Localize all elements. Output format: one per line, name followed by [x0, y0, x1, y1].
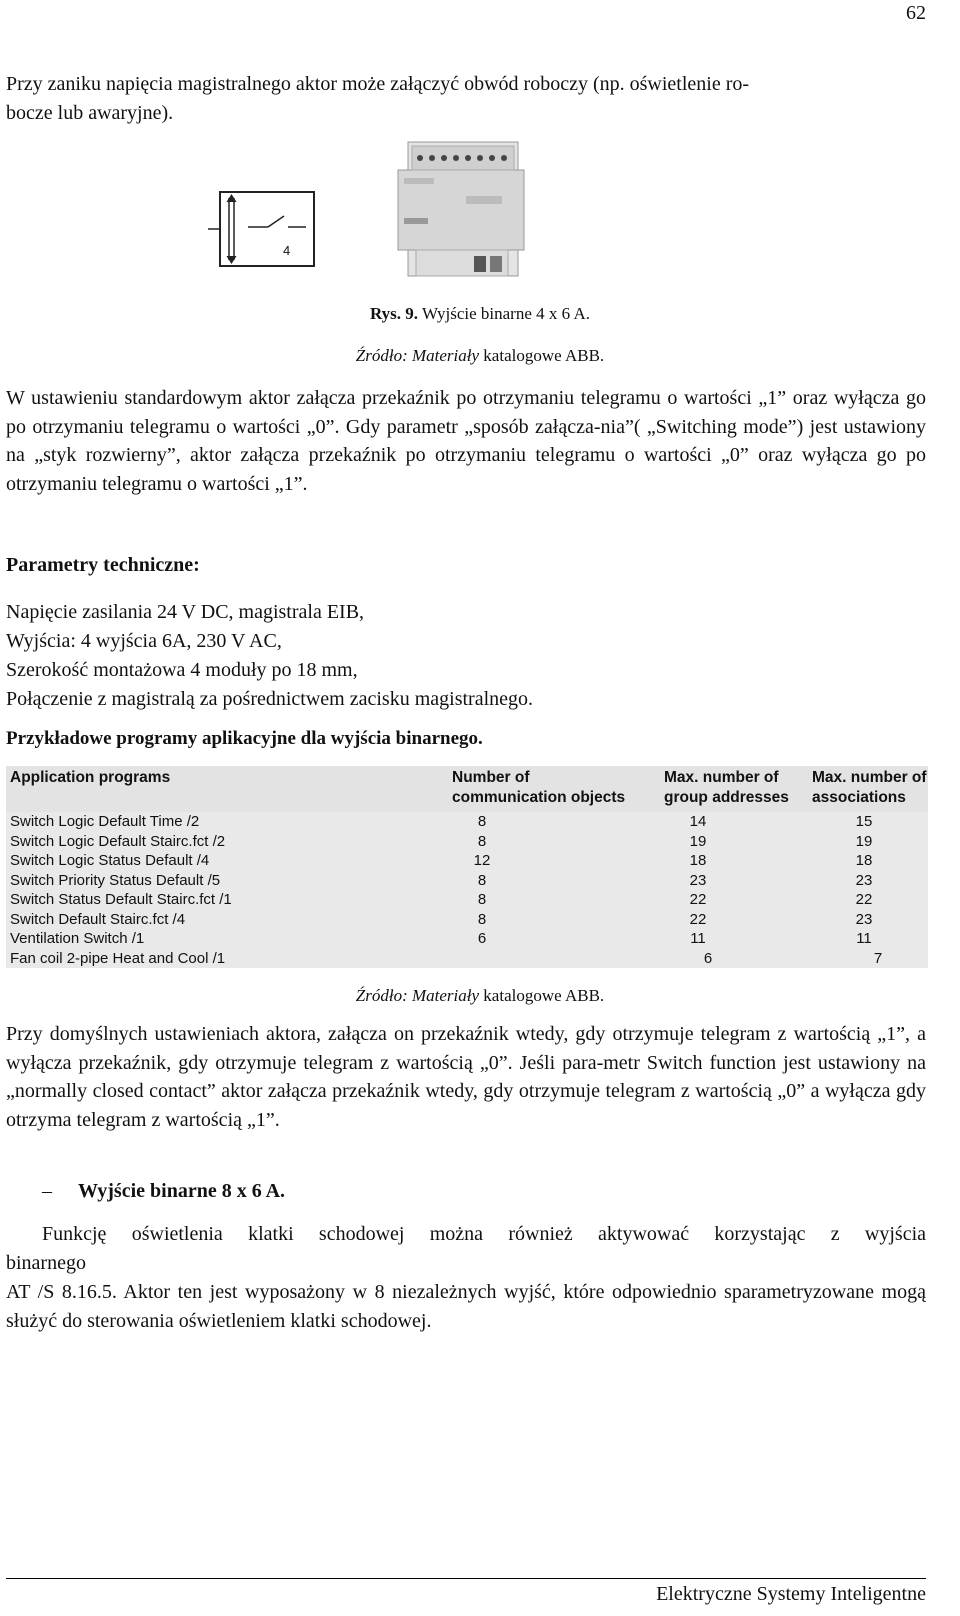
page-number: 62 — [906, 2, 926, 24]
footer-title: Elektryczne Systemy Inteligentne — [656, 1583, 926, 1605]
table-cell-name: Switch Priority Status Default /5 — [10, 871, 221, 889]
table-cell-groups: 18 — [689, 852, 707, 869]
table-row — [6, 929, 928, 949]
table-cell-objects: 6 — [477, 930, 487, 947]
switch-symbol-diagram — [208, 190, 318, 272]
figure-caption-text: Wyjście binarne 4 x 6 A. — [418, 304, 590, 323]
paragraph-stair-lighting-line1: Funkcję oświetlenia klatki schodowej można również aktywować korzystając z wyjścia — [42, 1223, 926, 1245]
table-row — [6, 812, 928, 832]
table-cell-groups: 14 — [689, 813, 707, 830]
spec-line: Wyjścia: 4 wyjścia 6A, 230 V AC, — [6, 630, 282, 652]
paragraph-stair-lighting-line2: binarnego — [6, 1252, 86, 1274]
table-cell-name: Switch Status Default Stairc.fct /1 — [10, 891, 232, 908]
table-row — [6, 910, 928, 930]
table-cell-assoc: 7 — [873, 949, 883, 967]
table-cell-name: Switch Logic Status Default /4 — [10, 852, 210, 869]
table-cell-assoc: 15 — [855, 813, 873, 830]
source-note-1-text: katalogowe ABB. — [479, 346, 605, 365]
table-cell-objects: 8 — [477, 910, 487, 928]
dash-bullet: – — [42, 1180, 52, 1202]
paragraph-standard-setting: W ustawieniu standardowym aktor załącza przekaźnik po otrzymaniu telegramu o wartości „1” oraz wyłącza go po otrzymaniu telegramu o wartości „0”. Gdy parametr „sposób załącza-nia”( „Switching mode”) jest ustawiony na „styk rozwierny”, aktor załącza przekaźnik po otrzymaniu telegramu o wartości „0” oraz wyłącza go po otrzymaniu telegramu o wartości „1”. — [6, 387, 926, 495]
table-cell-assoc: 18 — [855, 852, 873, 869]
table-cell-assoc: 23 — [855, 871, 873, 889]
intro-line-1: Przy zaniku napięcia magistralnego aktor może załączyć obwód roboczy (np. oświetlenie ro- — [6, 73, 750, 95]
table-cell-groups: 22 — [689, 891, 707, 908]
table-cell-objects: 8 — [477, 891, 487, 908]
table-header-app: Application programs — [10, 769, 171, 786]
table-cell-name: Fan coil 2-pipe Heat and Cool /1 — [10, 949, 226, 967]
table-header-objects-line2: communication objects — [452, 789, 626, 806]
table-header-assoc — [812, 768, 927, 808]
table-header-objects-line1: Number of — [452, 769, 530, 786]
subheading-binary-output-8x6: Wyjście binarne 8 x 6 A. — [78, 1180, 286, 1202]
intro-line-2: bocze lub awaryjne). — [6, 102, 174, 124]
table-cell-assoc: 19 — [855, 832, 873, 850]
table-cell-name: Ventilation Switch /1 — [10, 930, 145, 947]
table-header-groups-line2: group addresses — [664, 789, 789, 806]
table-header-assoc-line1: Max. number of — [812, 769, 927, 786]
table-cell-name: Switch Default Stairc.fct /4 — [10, 910, 186, 928]
table-cell-objects: 8 — [477, 832, 487, 850]
table-row — [6, 890, 928, 910]
table-cell-assoc: 23 — [855, 910, 873, 928]
table-cell-name: Switch Logic Default Stairc.fct /2 — [10, 832, 226, 850]
table-cell-groups: 19 — [689, 832, 707, 850]
paragraph-default-settings: Przy domyślnych ustawieniach aktora, załącza on przekaźnik wtedy, gdy otrzymuje telegram z wartością „1”, a wyłącza przekaźnik, gdy otrzymuje telegram z wartością „0”. Jeśli para-metr Switch function jest ustawiony na „normally closed contact” aktor załącza przekaźnik wtedy, gdy otrzymuje telegram z wartością „0” a wyłącza gdy otrzyma telegram z wartością „1”. — [6, 1023, 926, 1131]
table-cell-objects: 12 — [473, 852, 491, 869]
table-row — [6, 949, 928, 969]
application-programs-table — [6, 766, 928, 968]
source-note-2-italic: Źródło: Materiały — [355, 986, 480, 1005]
footer-divider — [6, 1578, 926, 1579]
table-cell-objects: 8 — [477, 871, 487, 889]
source-note-1 — [0, 346, 960, 366]
source-note-2-text: katalogowe ABB. — [479, 986, 605, 1005]
table-cell-assoc: 11 — [856, 930, 872, 947]
paragraph-actuator-description: AT /S 8.16.5. Aktor ten jest wyposażony w 8 niezależnych wyjść, które odpowiednio sparametryzowane mogą służyć do sterowania oświetleniem klatki schodowej. — [6, 1281, 926, 1332]
table-header-groups — [664, 768, 789, 808]
binary-output-device-image — [396, 138, 526, 280]
symbol-label: 4 — [283, 243, 291, 258]
table-cell-assoc: 22 — [855, 891, 873, 908]
heading-application-programs: Przykładowe programy aplikacyjne dla wyjścia binarnego. — [6, 728, 483, 749]
heading-technical-params: Parametry techniczne: — [6, 554, 200, 576]
table-row — [6, 851, 928, 871]
table-cell-objects: 8 — [477, 813, 487, 830]
table-cell-groups: 6 — [703, 949, 713, 967]
spec-line: Szerokość montażowa 4 moduły po 18 mm, — [6, 659, 358, 681]
source-note-1-italic: Źródło: Materiały — [355, 346, 480, 365]
table-header-groups-line1: Max. number of — [664, 769, 779, 786]
table-row — [6, 832, 928, 852]
figure-caption — [0, 304, 960, 324]
figure-caption-number: Rys. 9. — [370, 304, 419, 323]
table-cell-groups: 11 — [690, 930, 706, 947]
table-header-objects — [452, 768, 625, 808]
table-cell-groups: 23 — [689, 871, 707, 889]
source-note-2 — [0, 986, 960, 1006]
spec-line: Połączenie z magistralą za pośrednictwem zacisku magistralnego. — [6, 688, 534, 710]
table-cell-name: Switch Logic Default Time /2 — [10, 813, 200, 830]
spec-line: Napięcie zasilania 24 V DC, magistrala EIB, — [6, 601, 365, 623]
table-header-assoc-line2: associations — [812, 789, 906, 806]
table-cell-groups: 22 — [689, 910, 707, 928]
table-row — [6, 871, 928, 891]
